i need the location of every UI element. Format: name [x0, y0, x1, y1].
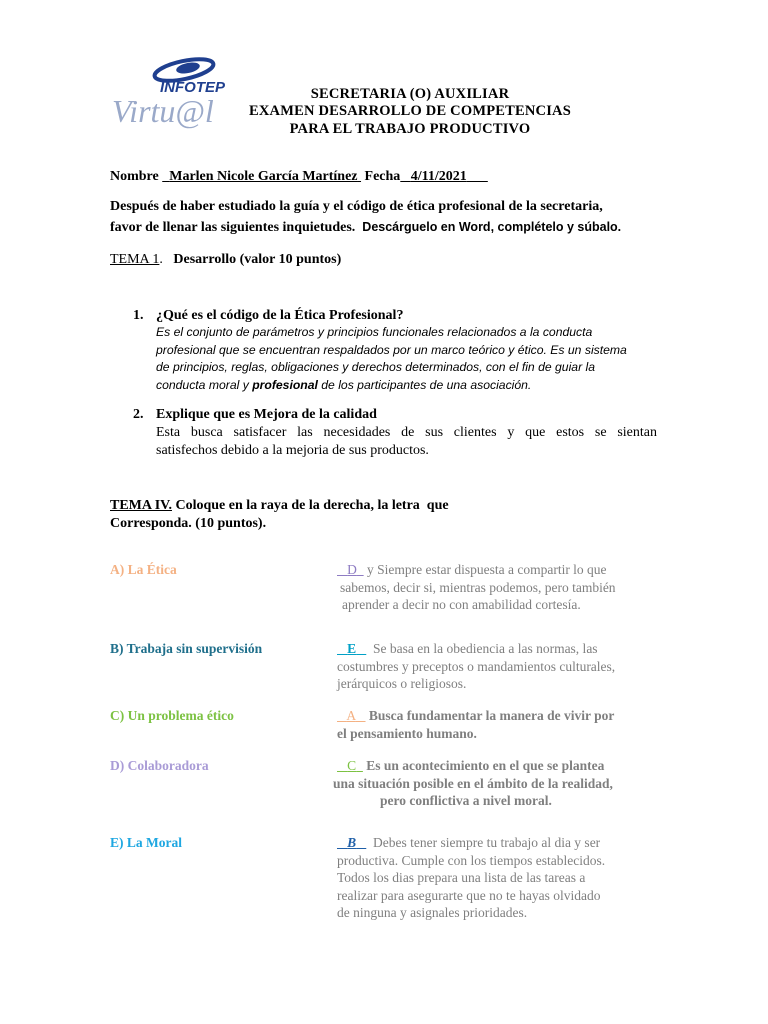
question-1-answer: Es el conjunto de parámetros y principios funcionales relacionados a la conducta profesional que se encuentran respaldados por un marco teórico y ético. Es un sistema de principios, reglas, obligaciones y derechos determinados, con el fin de guiar la conducta moral y profesional de los participantes de una asociación.: [156, 325, 627, 392]
question-2-title: Explique que es Mejora de la calidad: [156, 407, 377, 422]
match-right-5: B Debes tener siempre tu trabajo al dia y ser productiva. Cumple con los tiempos establecidos. Todos los dias prepara una lista de las tareas a realizar para asegurarte que no te hayas olvidado de ninguna y asignales prioridades.: [337, 835, 606, 920]
question-2-answer: Esta busca satisfacer las necesidades de sus clientes y que estos se sientan satisfechos debido a la mejoria de sus productos.: [156, 425, 657, 458]
svg-text:Virtu@l: Virtu@l: [112, 93, 214, 129]
instructions-line-1: Después de haber estudiado la guía y el código de ética profesional de la secretaria,: [110, 199, 603, 214]
header-line-2: EXAMEN DESARROLLO DE COMPETENCIAS: [248, 103, 571, 119]
svg-text:INFOTEP: INFOTEP: [160, 79, 226, 96]
name-value: Marlen Nicole García Martínez: [169, 169, 358, 184]
match-right-1: D y Siempre estar dispuesta a compartir lo que sabemos, decir si, mientras podemos, pero también aprender a decir no con amabilidad cortesía.: [340, 562, 616, 612]
match-left-e: E) La Moral: [110, 835, 182, 850]
tema4-heading-line-2: Corresponda. (10 puntos).: [110, 516, 267, 531]
date-value: 4/11/2021: [410, 169, 467, 184]
tema1-heading: TEMA 1. Desarrollo (valor 10 puntos): [110, 252, 342, 267]
header-line-3: PARA EL TRABAJO PRODUCTIVO: [289, 121, 531, 137]
match-left-d: D) Colaboradora: [110, 758, 209, 773]
question-2-number: 2.: [133, 407, 144, 422]
name-label: Nombre: [110, 169, 159, 184]
match-right-4: C Es un acontecimiento en el que se plantea una situación posible en el ámbito de la realidad, pero conflictiva a nivel moral.: [333, 758, 613, 808]
question-1-title: ¿Qué es el código de la Ética Profesional?: [156, 308, 404, 323]
instructions-line-2: favor de llenar las siguientes inquietudes. Descárguelo en Word, complételo y súbalo.: [110, 220, 622, 235]
match-right-2: E Se basa en la obediencia a las normas, las costumbres y preceptos o mandamientos culturales, jerárquicos o religiosos.: [337, 641, 616, 691]
date-label: Fecha: [364, 169, 401, 184]
tema4-heading: TEMA IV. Coloque en la raya de la derecha, la letra que: [110, 498, 449, 513]
header-line-1: SECRETARIA (O) AUXILIAR: [310, 86, 510, 102]
question-1-number: 1.: [133, 308, 144, 323]
match-left-c: C) Un problema ético: [110, 708, 234, 723]
match-left-a: A) La Ética: [110, 562, 177, 577]
match-left-b: B) Trabaja sin supervisión: [110, 641, 263, 656]
match-right-3: A Busca fundamentar la manera de vivir por el pensamiento humano.: [337, 708, 615, 741]
student-line: [110, 169, 488, 185]
